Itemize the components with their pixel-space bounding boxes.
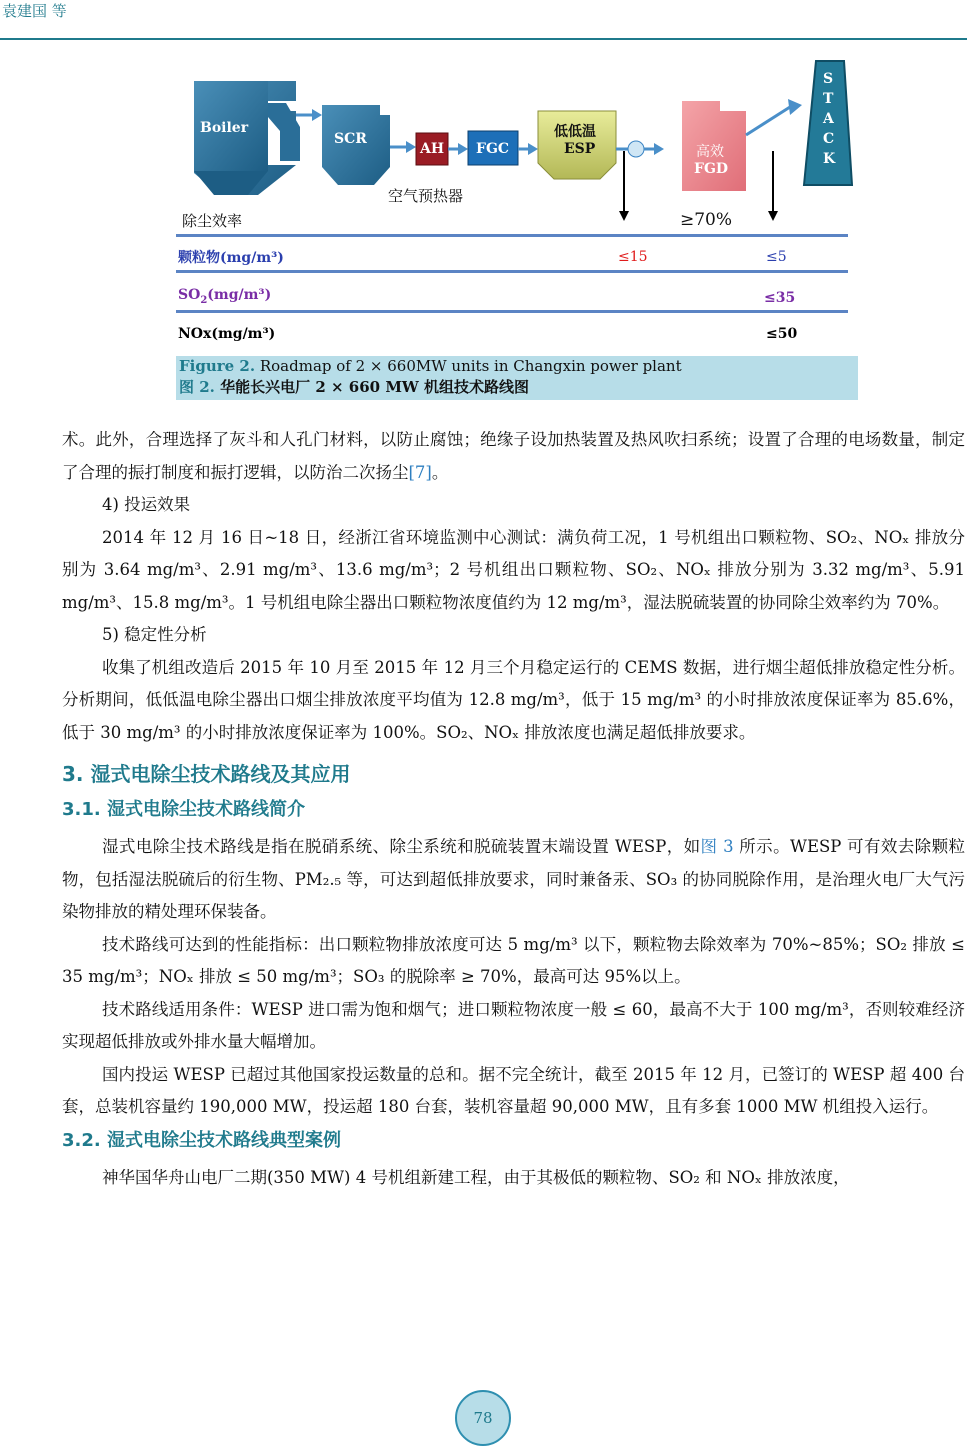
so2-label-unit: (mg/m³)	[207, 287, 272, 303]
paragraph	[62, 831, 965, 929]
paragraph-text: 术。此外，合理选择了灰斗和人孔门材料，以防止腐蚀；绝缘子设加热装置及热风吹扫系统；设置了合理的电场数量，制定了合理的振打制度和振打逻辑，以防治二次扬尘	[62, 430, 965, 482]
fgd-label-2: FGD	[694, 161, 729, 177]
paragraph	[62, 424, 965, 489]
paragraph-text: 所示。WESP 可有效去除颗粒物，包括湿法脱硫后的衍生物、PM₂.₅ 等，可达到超低排放要求，同时兼备汞、SO₃ 的协同脱除作用，是治理火电厂大气污染物排放的精处理环保装备。	[62, 837, 965, 921]
so2-label-sub: 2	[200, 294, 208, 306]
paragraph-text: 。	[431, 462, 449, 482]
paragraph: 2014 年 12 月 16 日~18 日，经浙江省环境监测中心测试：满负荷工况，1 号机组出口颗粒物、SO₂、NOₓ 排放分别为 3.64 mg/m³、2.91 mg/m³、13.6 mg/m³；2 号机组出口颗粒物、SO₂、NOₓ 排放分别为 3.32 mg/m³、5.91 mg/m³、15.8 mg/m³。1 号机组电除尘器出口颗粒物浓度值约为 12 mg/m³，湿法脱硫装置的协同除尘效率约为 70%。	[62, 527, 965, 612]
stack-letter: C	[823, 131, 835, 147]
ah-label: AH	[420, 141, 445, 157]
fan-icon	[628, 141, 644, 157]
caption-en-number: Figure 2.	[179, 357, 256, 375]
fgc-label: FGC	[476, 141, 510, 157]
boiler-label: Boiler	[200, 120, 249, 136]
caption-zh-text: 华能长兴电厂 2 × 660 MW 机组技术路线图	[214, 378, 529, 396]
section-title: 3. 湿式电除尘技术路线及其应用	[62, 762, 351, 786]
row-rule	[176, 270, 848, 273]
row-rule	[176, 310, 848, 313]
list-heading: 5) 稳定性分析	[102, 625, 207, 644]
figure-caption	[176, 356, 858, 400]
so2-label-main: SO	[178, 287, 201, 303]
subsection-title: 3.2. 湿式电除尘技术路线典型案例	[62, 1129, 341, 1151]
row-rule	[176, 234, 848, 237]
paragraph: 收集了机组改造后 2015 年 10 月至 2015 年 12 月三个月稳定运行的 CEMS 数据，进行烟尘超低排放稳定性分析。分析期间，低低温电除尘器出口烟尘排放浓度平均值为 12.8 mg/m³，低于 15 mg/m³ 的小时排放浓度保证率为 85.6%，低于 30 mg/m³ 的小时排放浓度保证率为 100%。SO₂、NOₓ 排放浓度也满足超低排放要求。	[62, 657, 965, 742]
nox-label: NOx(mg/m³)	[178, 326, 276, 342]
list-heading: 4) 投运效果	[102, 495, 191, 514]
efficiency-label: 除尘效率	[182, 212, 243, 230]
stack-letter: K	[823, 151, 836, 167]
page-number: 78	[455, 1390, 511, 1446]
paragraph-text: 湿式电除尘技术路线是指在脱硝系统、除尘系统和脱硫装置末端设置 WESP，如	[102, 837, 701, 856]
pm-esp-value: ≤15	[618, 249, 648, 265]
air-preheater-label: 空气预热器	[388, 187, 464, 205]
paragraph: 技术路线适用条件：WESP 进口需为饱和烟气；进口颗粒物浓度一般 ≤ 60，最高不大于 100 mg/m³，否则较难经济实现超低排放或外排水量大幅增加。	[62, 999, 965, 1051]
citation-link[interactable]: [7]	[408, 462, 432, 482]
efficiency-value: ≥70%	[680, 210, 733, 230]
figure-link[interactable]: 图 3	[700, 837, 734, 856]
stack-letter: T	[823, 91, 834, 107]
nox-stack-value: ≤50	[766, 326, 798, 342]
so2-stack-value: ≤35	[764, 290, 796, 306]
stack-letter: A	[823, 111, 834, 127]
stack-letter: S	[823, 71, 834, 87]
scr-label: SCR	[334, 131, 367, 147]
esp-label-2: ESP	[564, 141, 596, 157]
caption-en-text: Roadmap of 2 × 660MW units in Changxin power plant	[255, 357, 682, 375]
pm-stack-value: ≤5	[766, 249, 787, 265]
fgd-label-1: 高效	[696, 144, 724, 160]
figure-roadmap	[176, 55, 858, 355]
caption-zh-number: 图 2.	[179, 378, 215, 396]
paragraph: 国内投运 WESP 已超过其他国家投运数量的总和。据不完全统计，截至 2015 年 12 月，已签订的 WESP 超 400 台套，总装机容量约 190,000 MW，投运超 180 台套，装机容量超 90,000 MW，且有多套 1000 MW 机组投入运行。	[62, 1064, 965, 1116]
subsection-title: 3.1. 湿式电除尘技术路线简介	[62, 799, 305, 820]
paragraph: 神华国华舟山电厂二期(350 MW) 4 号机组新建工程，由于其极低的颗粒物、SO₂ 和 NOₓ 排放浓度，	[102, 1167, 850, 1187]
header-rule	[0, 38, 967, 40]
pm-label: 颗粒物(mg/m³)	[178, 250, 284, 266]
body-text	[62, 424, 965, 1194]
caption-zh	[179, 377, 855, 398]
paragraph: 技术路线可达到的性能指标：出口颗粒物排放浓度可达 5 mg/m³ 以下，颗粒物去除效率为 70%~85%；SO₂ 排放 ≤ 35 mg/m³；NOₓ 排放 ≤ 50 mg/m³；SO₃ 的脱除率 ≥ 70%，最高可达 95%以上。	[62, 934, 965, 986]
so2-label	[178, 287, 271, 306]
stack-label	[823, 69, 835, 169]
running-header: 袁建国 等	[2, 2, 67, 20]
esp-label-1: 低低温	[554, 124, 596, 140]
caption-en	[179, 356, 855, 377]
